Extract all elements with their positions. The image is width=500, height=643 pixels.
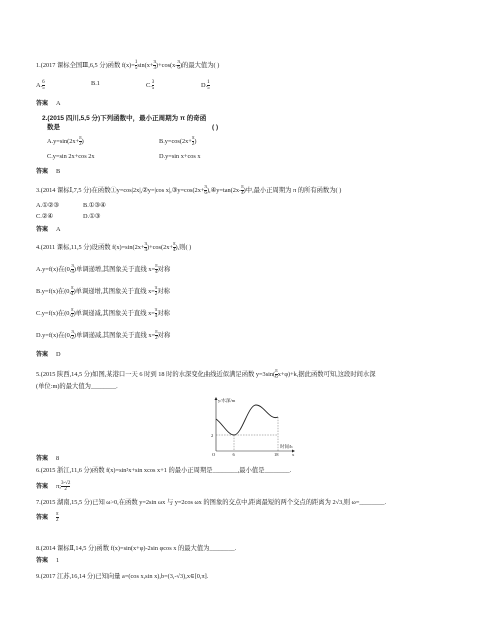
q1-answer: 答案 A <box>36 100 61 107</box>
q3-option-a: A.①②③ <box>36 202 60 209</box>
q5-stem-line2: (单位:m)的最大值为________. <box>36 383 118 390</box>
q3-answer: 答案 A <box>36 226 61 233</box>
q1-option-a: A. $\frac{6}{5}$ <box>36 80 45 91</box>
q4-option-b: B.y=f(x)在(0, $\frac{\pi}{4}$ )单调递增,其图象关于直线 x= $\frac{\pi}{2}$ 对称 <box>36 286 170 297</box>
q2-option-d: D.y=sin x+cos x <box>159 153 201 160</box>
q2-stem-line2: 数是 ( ) <box>47 124 219 131</box>
q3-stem: 3.(2014 课标Ⅰ,7,5 分)在函数①y=cos|2x|,②y=|cos x|,③y=cos(2x+ $\frac{\pi}{6}$ ),④y=tan(2x- $\frac{\pi}{4}$ )中,最小正周期为 π 的所有函数为( ) <box>36 185 342 196</box>
q4-option-d: D.y=f(x)在(0, $\frac{\pi}{2}$ )单调递减,其图象关于直线 x= $\frac{\pi}{2}$ 对称 <box>36 330 171 341</box>
q5-depth-graph <box>208 395 298 457</box>
q4-stem: 4.(2011 课标,11,5 分)设函数 f(x)=sin(2x+ $\frac{\pi}{4}$ )+cos(2x+ $\frac{\pi}{4}$ ),则( ) <box>36 242 192 253</box>
graph-tick-2: 2 <box>211 433 214 438</box>
q1-option-c: C. $\frac{3}{5}$ <box>146 80 155 91</box>
q7-stem: 7.(2015 湖南,15,5 分)已知 ω>0,在函数 y=2sin ωx 与 y=2cos ωx 的图象的交点中,距离最短的两个交点的距离为 2√3,则 ω=________. <box>36 499 387 506</box>
graph-tick-18: 18 <box>274 452 279 457</box>
graph-y-label: y/水深/m <box>218 398 236 403</box>
q5-stem-line1: 5.(2015 陕西,14,5 分)如图,某港口一天 6 时到 18 时的水深变化曲线近似满足函数 y=3sin( $\frac{\pi}{6}$ x+φ)+k,据此函数可知,这段时间水深 <box>36 369 376 380</box>
q3-options-row1 <box>36 202 106 209</box>
graph-x-label: 时间/h <box>280 444 293 449</box>
graph-x-symbol: x <box>292 452 295 457</box>
q3-option-b: B.①③④ <box>83 202 106 209</box>
q2-options-row1 <box>47 136 196 147</box>
graph-origin: O <box>212 452 216 457</box>
q9-stem: 9.(2017 江苏,16,14 分)已知向量 a=(cos x,sin x),b=(3,-√3),x∈[0,π]. <box>36 573 209 580</box>
q2-stem-line1: 2.(2015 四川,5,5 分)下列函数中，最小正周期为 π 的奇函 <box>42 115 207 122</box>
q8-answer: 答案 1 <box>36 557 60 564</box>
fraction: $\frac{\pi}{3}$ <box>153 60 157 71</box>
q1-option-d: D. $\frac{1}{5}$ <box>201 80 210 91</box>
q2-options-row2 <box>47 153 201 160</box>
graph-tick-6: 6 <box>232 452 235 457</box>
q4-answer: 答案 D <box>36 351 61 358</box>
q1-option-b: B.1 <box>91 80 100 87</box>
q5-answer: 答案 8 <box>36 455 60 462</box>
q2-option-a: A.y=sin(2x+ $\frac{\pi}{2}$ ) <box>47 136 84 147</box>
q4-option-c: C.y=f(x)在(0, $\frac{\pi}{2}$ )单调递减,其图象关于直线 x= $\frac{\pi}{4}$ 对称 <box>36 308 170 319</box>
q1-options <box>36 80 256 91</box>
graph-depth-curve <box>216 405 278 435</box>
q6-stem: 6.(2015 浙江,11,6 分)函数 f(x)=sin²x+sin xcos x+1 的最小正周期是________,最小值是________. <box>36 467 292 474</box>
q7-answer: 答案 $\frac{\pi}{2}$ <box>36 512 59 523</box>
q8-stem: 8.(2014 课标Ⅱ,14,5 分)函数 f(x)=sin(x+φ)-2sin φcos x 的最大值为________. <box>36 545 237 552</box>
fraction: $\frac{1}{5}$ <box>134 60 138 71</box>
q4-option-a: A.y=f(x)在(0, $\frac{\pi}{4}$ )单调递增,其图象关于直线 x= $\frac{\pi}{4}$ 对称 <box>36 264 171 275</box>
q2-option-c: C.y=sin 2x+cos 2x <box>47 153 95 160</box>
q3-options-row2 <box>36 213 100 220</box>
q3-option-c: C.②④ <box>36 213 54 220</box>
q6-answer: 答案 π; $\frac{3-√2}{2}$ <box>36 481 71 492</box>
q1-stem: 1.(2017 课标全国Ⅲ,6,5 分)函数 f(x)= $\frac{1}{5}$ sin(x+ $\frac{\pi}{3}$ )+cos(x- $\frac{\pi}{6}$ )的最大值为( ) <box>36 60 220 71</box>
fraction: $\frac{\pi}{6}$ <box>177 60 180 71</box>
q2-answer: 答案 B <box>36 168 61 175</box>
q2-option-b: B.y=cos(2x+ $\frac{\pi}{2}$ ) <box>159 136 197 147</box>
q3-option-d: D.①③ <box>83 213 101 220</box>
